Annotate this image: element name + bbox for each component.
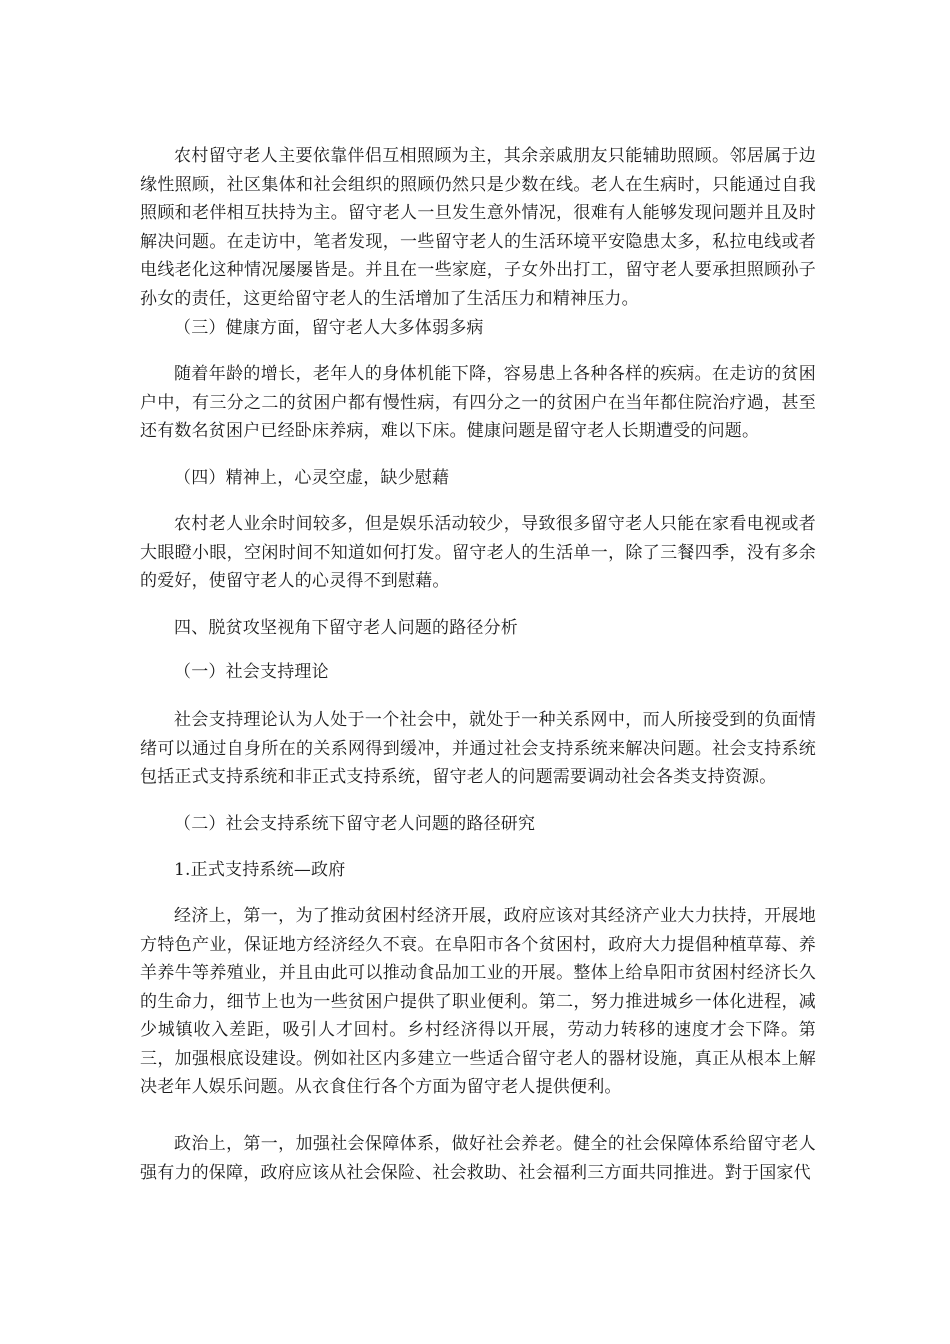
paragraph-economy: 经济上，第一，为了推动贫困村经济开展，政府应该对其经济产业大力扶持，开展地方特色产业，保证地方经济经久不衰。在阜阳市各个贫困村，政府大力提倡种植草莓、养羊养牛等养殖业，并且由此可以推动食品加工业的开展。整体上给阜阳市贫困村经济长久的生命力，细节上也为一些贫困户提供了职业便利。第二，努力推进城乡一体化进程，减少城镇收入差距，吸引人才回村。乡村经济得以开展，劳动力转移的速度才会下降。第三，加强根底设建设。例如社区内多建立一些适合留守老人的器材设施，真正从根本上解决老年人娱乐问题。从衣食住行各个方面为留守老人提供便利。	[140, 906, 816, 1097]
heading-section-four: 四、脱贫攻坚视角下留守老人问题的路径分析	[174, 618, 518, 638]
paragraph-spirit: 农村老人业余时间较多，但是娱乐活动较少，导致很多留守老人只能在家看电视或者大眼瞪小眼，空闲时间不知道如何打发。留守老人的生活单一，除了三餐四季，没有多余的爱好，使留守老人的心灵得不到慰藉。	[140, 514, 816, 591]
heading-path-research: （二）社会支持系统下留守老人问题的路径研究	[174, 814, 536, 834]
heading-social-support-theory: （一）社会支持理论	[174, 662, 329, 682]
heading-spirit: （四）精神上，心灵空虚，缺少慰藉	[174, 468, 450, 488]
heading-government-support: 1.正式支持系统—政府	[174, 860, 346, 880]
paragraph-health: 随着年龄的增长，老年人的身体机能下降，容易患上各种各样的疾病。在走访的贫困户中，有三分之二的贫困户都有慢性病，有四分之一的贫困户在当年都住院治疗過，甚至还有数名贫困户已经卧床养病，难以下床。健康问题是留守老人长期遭受的问题。	[140, 364, 816, 441]
heading-health: （三）健康方面，留守老人大多体弱多病	[174, 318, 484, 338]
paragraph-caregiving: 农村留守老人主要依靠伴侣互相照顾为主，其余亲戚朋友只能辅助照顾。邻居属于边缘性照顾，社区集体和社会组织的照顾仍然只是少数在线。老人在生病时，只能通过自我照顾和老伴相互扶持为主。留守老人一旦发生意外情况，很难有人能够发现问题并且及时解决问题。在走访中，笔者发现，一些留守老人的生活环境平安隐患太多，私拉电线或者电线老化这种情况屡屡皆是。并且在一些家庭，子女外出打工，留守老人要承担照顾孙子孙女的责任，这更给留守老人的生活增加了生活压力和精神压力。	[140, 146, 816, 309]
paragraph-social-support-theory: 社会支持理论认为人处于一个社会中，就处于一种关系网中，而人所接受到的负面情绪可以通过自身所在的关系网得到缓冲，并通过社会支持系统来解决问题。社会支持系统包括正式支持系统和非正式支持系统，留守老人的问题需要调动社会各类支持资源。	[140, 710, 816, 787]
paragraph-politics: 政治上，第一，加强社会保障体系，做好社会养老。健全的社会保障体系给留守老人强有力的保障，政府应该从社会保险、社会救助、社会福利三方面共同推进。對于国家代	[140, 1134, 816, 1183]
